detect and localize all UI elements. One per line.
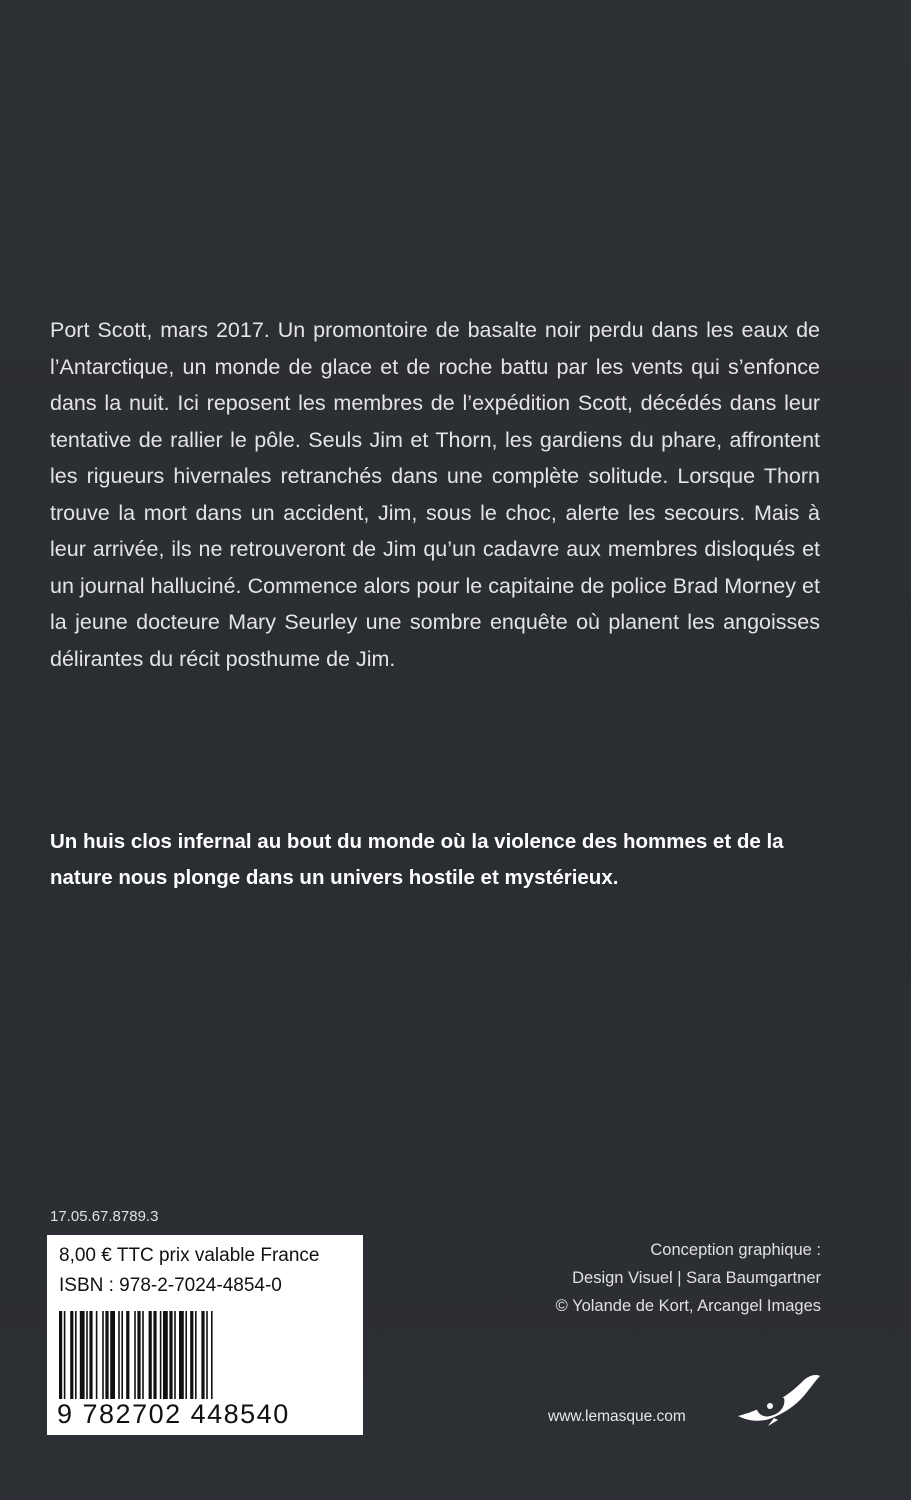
barcode-bar <box>80 1311 85 1399</box>
mask-feather-logo-icon <box>734 1372 822 1428</box>
publisher-website: www.lemasque.com <box>548 1408 686 1425</box>
price-text: 8,00 € TTC prix valable France <box>59 1245 320 1266</box>
design-credits <box>556 1236 821 1320</box>
catalog-number: 17.05.67.8789.3 <box>50 1208 159 1225</box>
barcode-bar <box>59 1311 62 1399</box>
barcode-bar <box>169 1311 172 1399</box>
barcode-bar <box>118 1311 120 1399</box>
barcode-bar <box>102 1311 104 1399</box>
credits-line: © Yolande de Kort, Arcangel Images <box>555 1297 821 1315</box>
barcode-bar <box>96 1311 98 1399</box>
ean-digits: 9 782702 448540 <box>57 1399 290 1429</box>
barcode-bar <box>86 1311 88 1399</box>
barcode-bar <box>70 1311 73 1399</box>
barcode-bar <box>160 1311 162 1399</box>
barcode-bar <box>149 1311 152 1399</box>
credits-line: Conception graphique : <box>650 1241 821 1259</box>
barcode-bar <box>174 1311 176 1399</box>
credits-line: Design Visuel | Sara Baumgartner <box>572 1269 821 1287</box>
barcode-bar <box>89 1311 92 1399</box>
barcode-bar <box>206 1311 208 1399</box>
barcode-bar <box>134 1311 136 1399</box>
barcode-bar <box>211 1311 213 1399</box>
barcode-bar <box>75 1311 77 1399</box>
barcode-bar <box>142 1311 144 1399</box>
barcode-bar <box>137 1311 140 1399</box>
barcode-bar <box>195 1311 197 1399</box>
barcode-bar <box>190 1311 193 1399</box>
barcode-bar <box>121 1311 123 1399</box>
barcode-bar <box>163 1311 168 1399</box>
isbn-text: ISBN : 978-2-7024-4854-0 <box>59 1275 282 1296</box>
barcode-bar <box>201 1311 204 1399</box>
barcode-bar <box>179 1311 184 1399</box>
tagline: Un huis clos infernal au bout du monde où la violence des hommes et de la nature nous plonge dans un univers hostile et mystérieux. <box>50 830 784 889</box>
barcode-bar <box>64 1311 66 1399</box>
barcode-bar <box>126 1311 129 1399</box>
barcode-bar <box>105 1311 108 1399</box>
barcode-bar <box>153 1311 156 1399</box>
barcode-bar <box>185 1311 187 1399</box>
barcode-label <box>47 1235 363 1435</box>
barcode-icon <box>59 1311 351 1399</box>
summary-paragraph: Port Scott, mars 2017. Un promontoire de basalte noir perdu dans les eaux de l’Antarctique, un monde de glace et de roche battu par les vents qui s’enfonce dans la nuit. Ici reposent les membres de l’expédition Scott, décédés dans leur tentative de rallier le pôle. Seuls Jim et Thorn, les gardiens du phare, affrontent les rigueurs hivernales retranchés dans une complète solitude. Lorsque Thorn trouve la mort dans un accident, Jim, sous le choc, alerte les secours. Mais à leur arrivée, ils ne retrouveront de Jim qu’un cadavre aux membres disloqués et un journal halluciné. Commence alors pour le capitaine de police Brad Morney et la jeune docteure Mary Seurley une sombre enquête où planent les angoisses délirantes du récit posthume de Jim. <box>50 318 820 671</box>
barcode-bar <box>110 1311 115 1399</box>
